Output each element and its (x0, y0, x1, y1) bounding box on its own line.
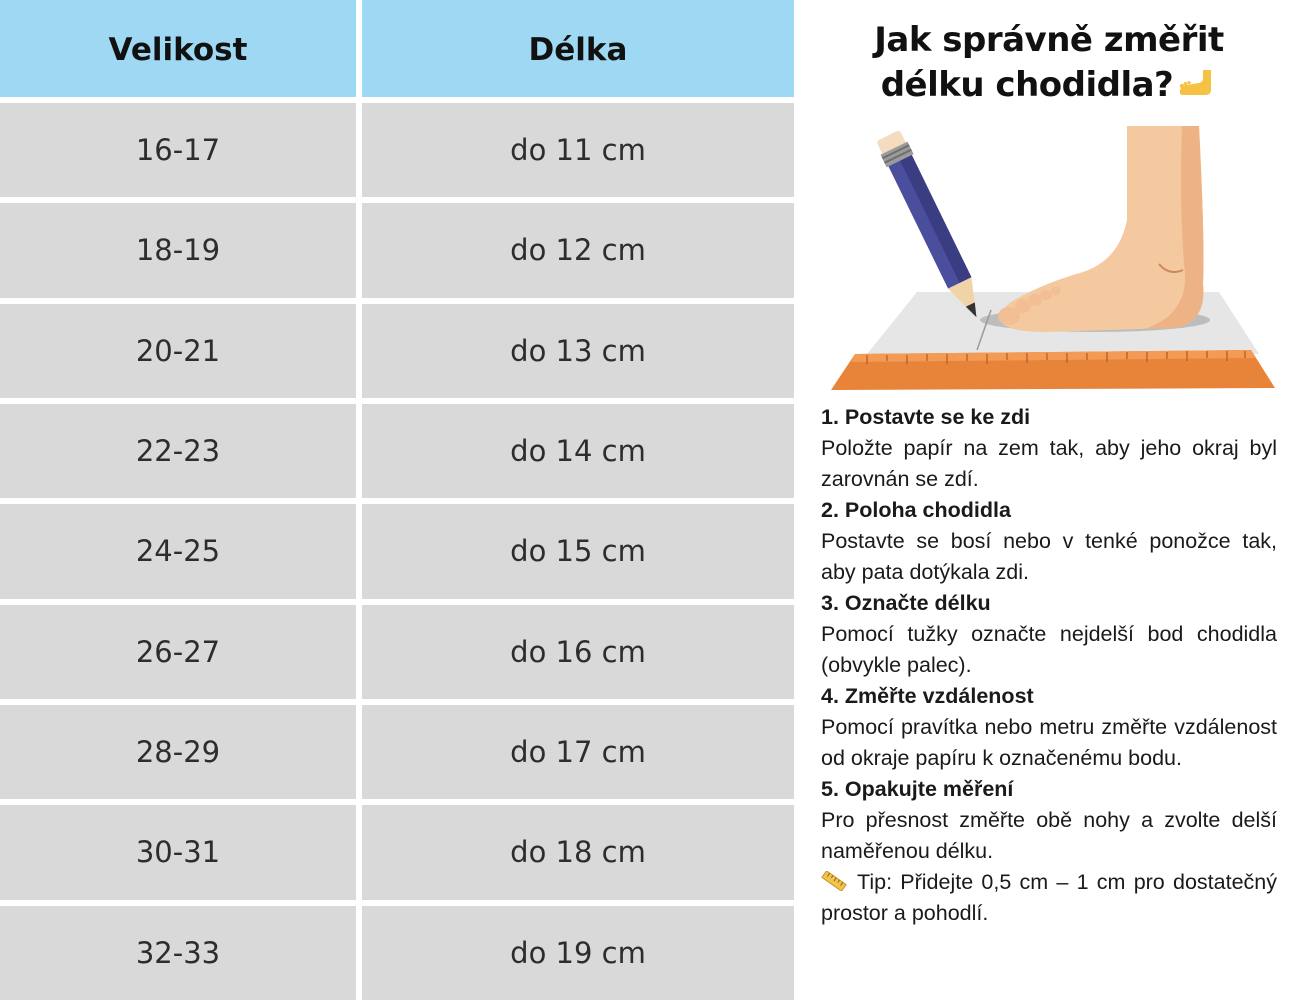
guide-title (821, 18, 1277, 108)
cell-length: do 11 cm (362, 103, 794, 197)
title-line-2 (821, 63, 1277, 108)
cell-size: 18-19 (0, 203, 356, 297)
cell-size: 24-25 (0, 504, 356, 598)
step-2-text: Postavte se bosí nebo v tenké ponožce tak, aby pata dotýkala zdi. (821, 529, 1277, 584)
header-velikost: Velikost (0, 0, 356, 97)
cell-length: do 19 cm (362, 906, 794, 1000)
measurement-guide (821, 0, 1277, 1000)
cell-length: do 13 cm (362, 304, 794, 398)
cell-length: do 12 cm (362, 203, 794, 297)
cell-length: do 16 cm (362, 605, 794, 699)
step-1-text: Položte papír na zem tak, aby jeho okraj byl zarovnán se zdí. (821, 436, 1277, 491)
cell-length: do 14 cm (362, 404, 794, 498)
ruler-icon (821, 871, 847, 891)
cell-size: 16-17 (0, 103, 356, 197)
title-line-1: Jak správně změřit (874, 20, 1224, 60)
step-5-heading: 5. Opakujte měření (821, 777, 1014, 801)
step-2-heading: 2. Poloha chodidla (821, 498, 1011, 522)
steps-list (821, 402, 1277, 929)
cell-size: 32-33 (0, 906, 356, 1000)
cell-length: do 18 cm (362, 805, 794, 899)
foot-measuring-illustration (827, 124, 1279, 392)
step-3-text: Pomocí tužky označte nejdelší bod chodidla (obvykle palec). (821, 622, 1277, 677)
foot-icon (1177, 68, 1217, 98)
cell-length: do 15 cm (362, 504, 794, 598)
step-3-heading: 3. Označte délku (821, 591, 991, 615)
step-1-heading: 1. Postavte se ke zdi (821, 405, 1031, 429)
header-delka: Délka (362, 0, 794, 97)
cell-size: 30-31 (0, 805, 356, 899)
cell-size: 20-21 (0, 304, 356, 398)
tip-text: Tip: Přidejte 0,5 cm – 1 cm pro dostatečný prostor a pohodlí. (821, 870, 1277, 925)
step-4-heading: 4. Změřte vzdálenost (821, 684, 1034, 708)
step-4-text: Pomocí pravítka nebo metru změřte vzdálenost od okraje papíru k označenému bodu. (821, 715, 1277, 770)
tip (821, 867, 1277, 929)
title-line-2-text: délku chodidla? (880, 65, 1174, 105)
cell-size: 26-27 (0, 605, 356, 699)
step-5-text: Pro přesnost změřte obě nohy a zvolte delší naměřenou délku. (821, 808, 1277, 863)
cell-size: 22-23 (0, 404, 356, 498)
cell-length: do 17 cm (362, 705, 794, 799)
cell-size: 28-29 (0, 705, 356, 799)
